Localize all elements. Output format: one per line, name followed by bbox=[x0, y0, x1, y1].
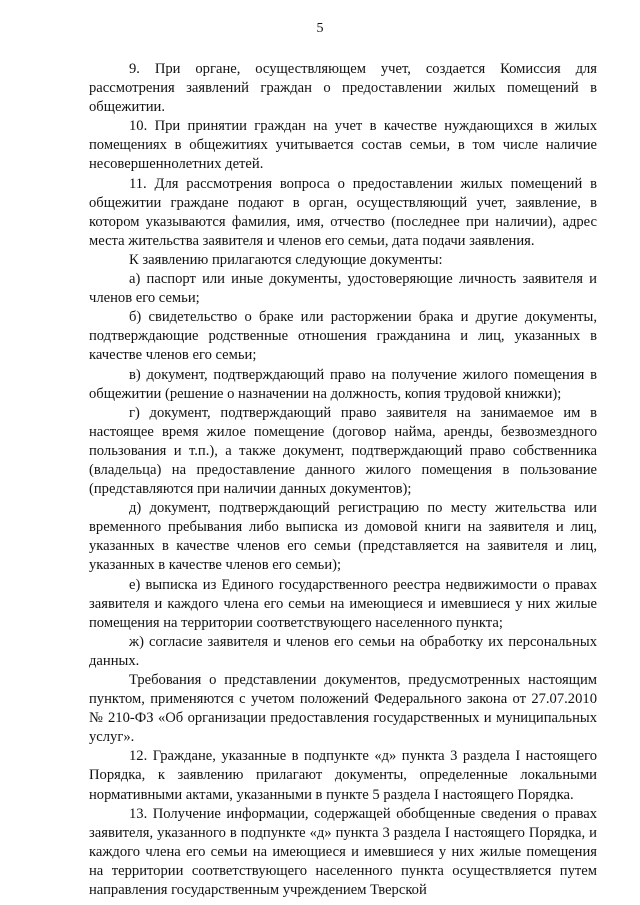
list-item-zh: ж) согласие заявителя и членов его семьи на обработку их персональных данных. bbox=[89, 633, 597, 669]
paragraph-documents-intro: К заявлению прилагаются следующие документы: bbox=[129, 251, 443, 268]
paragraph-11: 11. Для рассмотрения вопроса о предоставлении жилых помещений в общежитии граждане подают в орган, осуществляющий учет, заявление, в котором указываются фамилия, имя, отчество (последнее при наличии), адрес места жительства заявителя и членов его семьи, дата подачи заявления. bbox=[89, 175, 597, 249]
paragraph-10: 10. При принятии граждан на учет в качестве нуждающихся в жилых помещениях в общежитиях учитывается состав семьи, в том числе наличие несовершеннолетних детей. bbox=[89, 118, 597, 173]
document-body bbox=[89, 60, 597, 900]
list-item-a: а) паспорт или иные документы, удостоверяющие личность заявителя и членов его семьи; bbox=[89, 271, 597, 307]
list-item-b: б) свидетельство о браке или расторжении брака и другие документы, подтверждающие родственные отношения гражданина и лиц, указанных в качестве членов его семьи; bbox=[89, 309, 597, 364]
paragraph-9: 9. При органе, осуществляющем учет, создается Комиссия для рассмотрения заявлений граждан о предоставлении жилых помещений в общежитии. bbox=[89, 61, 597, 116]
paragraph-requirements: Требования о представлении документов, предусмотренных настоящим пунктом, применяются с учетом положений Федерального закона от 27.07.2010 № 210-ФЗ «Об организации предоставления государственных и муниципальных услуг». bbox=[89, 672, 597, 746]
paragraph-12: 12. Граждане, указанные в подпункте «д» пункта 3 раздела I настоящего Порядка, к заявлению прилагают документы, определенные локальными нормативными актами, указанными в пункте 5 раздела I настоящего Порядка. bbox=[89, 748, 597, 803]
list-item-d: д) документ, подтверждающий регистрацию по месту жительства или временного пребывания либо выписка из домовой книги на заявителя и лиц, указанных в качестве членов его семьи (представляется на заявителя и лиц, указанных в качестве членов его семьи); bbox=[89, 500, 597, 574]
page-number: 5 bbox=[316, 21, 324, 36]
list-item-v: в) документ, подтверждающий право на получение жилого помещения в общежитии (решение о назначении на должность, копия трудовой книжки); bbox=[89, 366, 597, 402]
list-item-g: г) документ, подтверждающий право заявителя на занимаемое им в настоящее время жилое помещение (договор найма, аренды, безвозмездного пользования и т.п.), а также документ, подтверждающий право собственника (владельца) на предоставление данного жилого помещения в пользование (представляются при наличии данных документов); bbox=[89, 404, 597, 498]
paragraph-13: 13. Получение информации, содержащей обобщенные сведения о правах заявителя, указанного в подпункте «д» пункта 3 раздела I настоящего Порядка, и каждого члена его семьи на имеющиеся и имевшиеся у них жилые помещения на территории соответствующего населенного пункта осуществляется путем направления государственным учреждением Тверской bbox=[89, 805, 597, 899]
list-item-e: е) выписка из Единого государственного реестра недвижимости о правах заявителя и каждого члена его семьи на имеющиеся и имевшиеся у них жилые помещения на территории соответствующего населенного пункта; bbox=[89, 576, 597, 631]
